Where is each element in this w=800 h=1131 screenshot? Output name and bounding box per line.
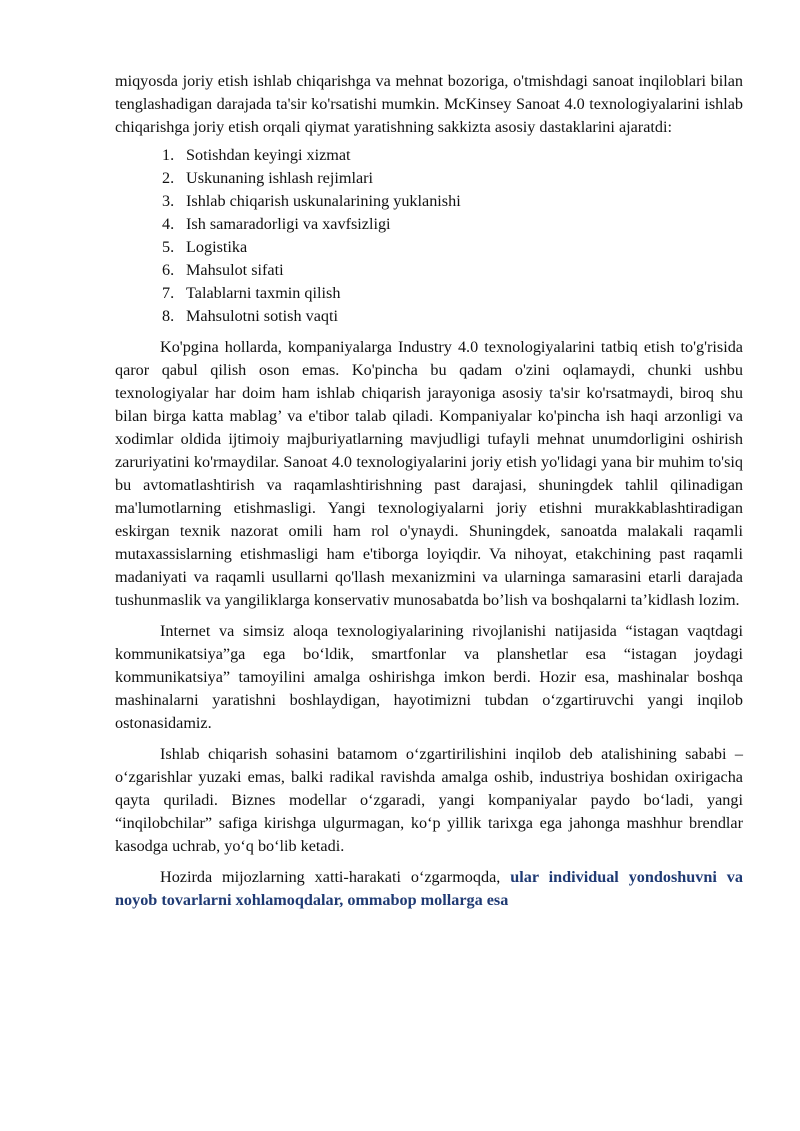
list-item [115, 190, 743, 213]
paragraph-customers-text: Hozirda mijozlarning xatti-harakati o‘zgarmoqda, [160, 868, 511, 886]
list-item-text: Mahsulotni sotish vaqti [186, 307, 338, 325]
paragraph-intro: miqyosda joriy etish ishlab chiqarishga va mehnat bozoriga, o'tmishdagi sanoat inqiloblari bilan tenglashadigan darajada ta'sir ko'rsatishi mumkin. McKinsey Sanoat 4.0 texnologiyalarini ishlab chiqarishga joriy etish orqali qiymat yaratishning sakkizta asosiy dastaklarini ajaratdi: [115, 72, 743, 136]
list-item-number: 5. [162, 238, 175, 256]
list-item-text: Uskunaning ishlash rejimlari [186, 169, 374, 187]
levers-list [115, 144, 743, 328]
list-item [115, 213, 743, 236]
emphasized-text: ular individual yondoshuvni va noyob tovarlarni xohlamoqdalar, ommabop mollarga esa [115, 868, 743, 909]
paragraph-customers [115, 866, 743, 912]
paragraph-communication: Internet va simsiz aloqa texnologiyalarining rivojlanishi natijasida “istagan vaqtdagi kommunikatsiya”ga ega bo‘ldik, smartfonlar va planshetlar esa “istagan joydagi kommunikatsiya” tamoyilini amalga oshirishga imkon berdi. Hozir esa, mashinalar boshqa mashinalarni yaratishni boshlaydigan, hayotimizni tubdan o‘zgartiruvchi yangi inqilob ostonasidamiz. [115, 622, 743, 732]
list-item-text: Sotishdan keyingi xizmat [186, 146, 351, 164]
list-item-number: 6. [162, 261, 175, 279]
list-item-number: 7. [162, 284, 175, 302]
list-item-number: 3. [162, 192, 175, 210]
list-item-number: 8. [162, 307, 175, 325]
list-item [115, 282, 743, 305]
list-item-number: 2. [162, 169, 175, 187]
list-item [115, 259, 743, 282]
list-item-text: Ish samaradorligi va xavfsizligi [186, 215, 391, 233]
list-item-text: Talablarni taxmin qilish [186, 284, 341, 302]
list-item-text: Mahsulot sifati [186, 261, 284, 279]
list-item-number: 4. [162, 215, 175, 233]
document-page [115, 70, 743, 912]
list-item-number: 1. [162, 146, 175, 164]
list-item-text: Logistika [186, 238, 248, 256]
list-item [115, 236, 743, 259]
paragraph-industry-challenges: Ko'pgina hollarda, kompaniyalarga Industry 4.0 texnologiyalarini tatbiq etish to'g'risida qaror qabul qilish oson emas. Ko'pincha bu qadam o'zini oqlamaydi, chunki ushbu texnologiyalar har doim ham ishlab chiqarish jarayoniga asosiy ta'sir ko'rsatmaydi, biroq shu bilan birga katta mablag’ va e'tibor talab qiladi. Kompaniyalar ko'pincha ish haqi arzonligi va xodimlar oldida ijtimoiy majburiyatlarning mavjudligi tufayli mehnat unumdorligini oshirish zaruriyatini ko'rmaydilar. Sanoat 4.0 texnologiyalarini joriy etish yo'lidagi yana bir muhim to'siq bu avtomatlashtirish va raqamlashtirishning past darajasi, shuningdek tahlil qilinadigan ma'lumotlarning etishmasligi. Yangi texnologiyalarni joriy etishni murakkablashtiradigan eskirgan texnik nazorat omili ham rol o'ynaydi. Shuningdek, sanoatda malakali raqamli mutaxassislarning etishmasligi ham e'tiborga loyiqdir. Va nihoyat, etakchining past raqamli madaniyati va raqamli usullarni qo'llash mexanizmini va ularninga samarasini etarli darajada tushunmaslik va yangiliklarga konservativ munosabatda bo’lish va boshqalarni ta’kidlash lozim. [115, 338, 743, 609]
list-item [115, 167, 743, 190]
list-item [115, 144, 743, 167]
paragraph-revolution: Ishlab chiqarish sohasini batamom o‘zgartirilishini inqilob deb atalishining sababi – o‘zgarishlar yuzaki emas, balki radikal ravishda amalga oshib, industriya boshidan oxirigacha qayta quriladi. Biznes modellar o‘zgaradi, yangi kompaniyalar paydo bo‘ladi, yangi “inqilobchilar” safiga kirishga ulgurmagan, ko‘p yillik tarixga ega jahonga mashhur brendlar kasodga uchrab, yo‘q bo‘lib ketadi. [115, 745, 743, 855]
list-item-text: Ishlab chiqarish uskunalarining yuklanishi [186, 192, 461, 210]
list-item [115, 305, 743, 328]
